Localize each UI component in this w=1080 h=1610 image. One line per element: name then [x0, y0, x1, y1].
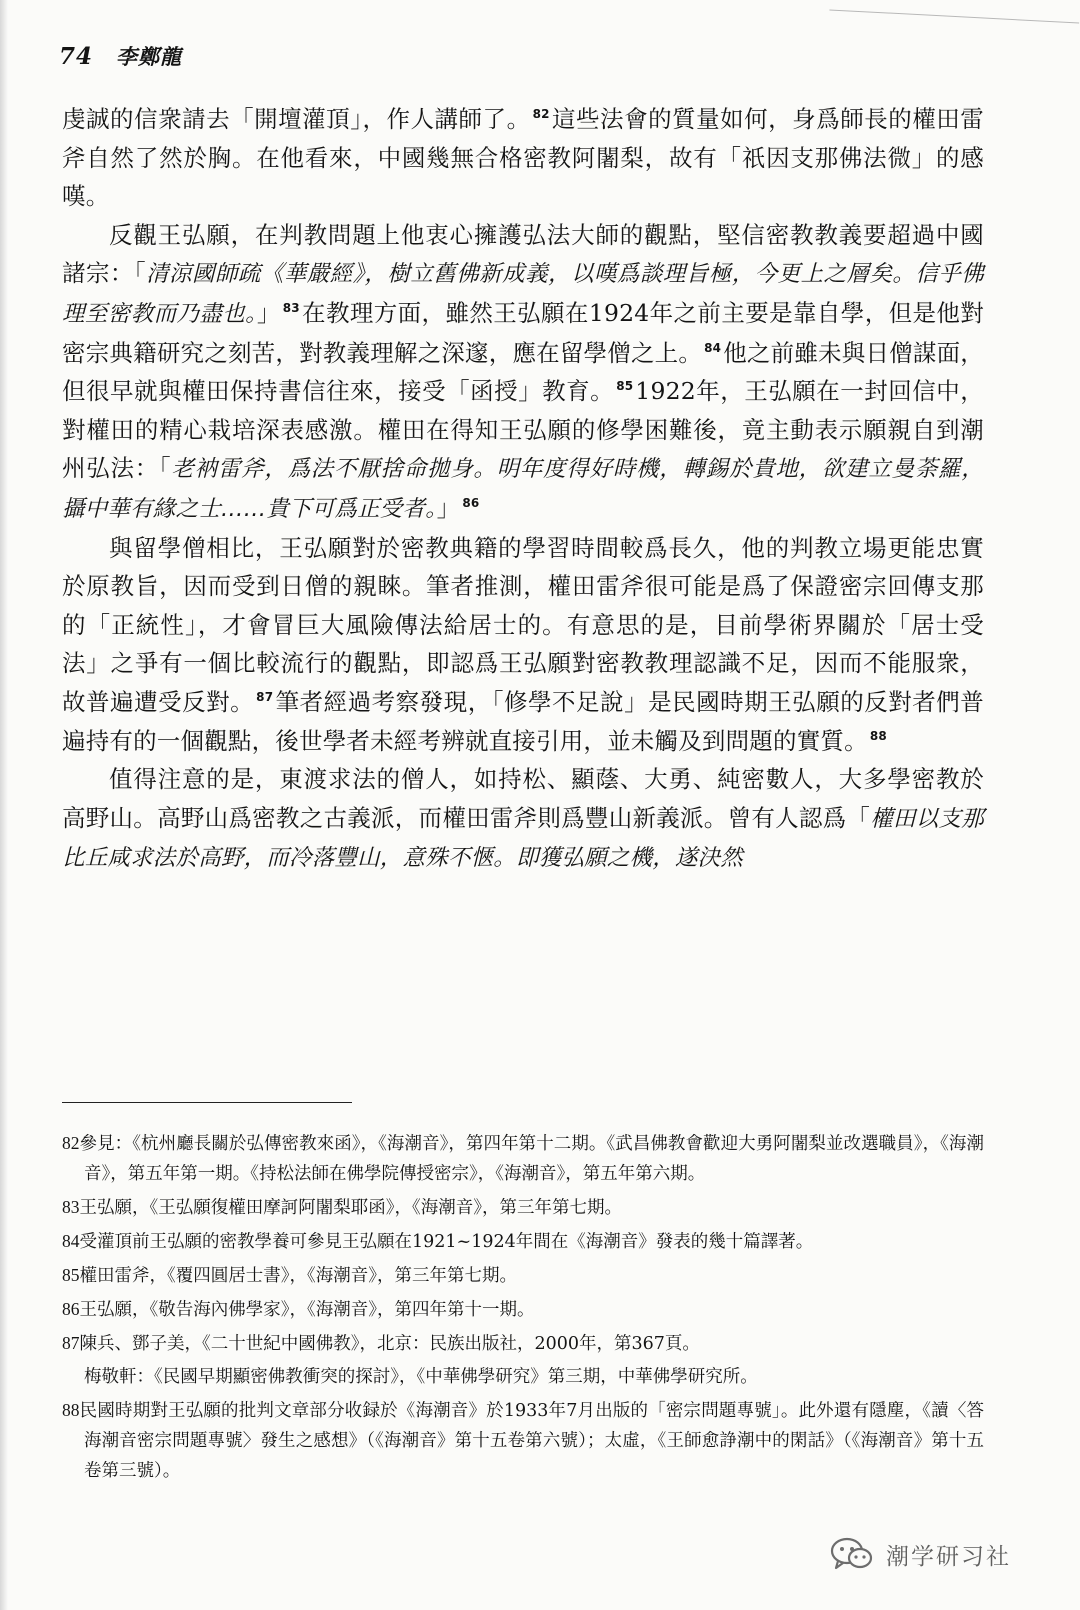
footnote-ref[interactable]: 82: [532, 107, 550, 122]
footnote-ref[interactable]: 85: [616, 379, 634, 394]
paragraph: [62, 760, 984, 878]
footnote-text: 受灌頂前王弘願的密教學養可參見王弘願在1921~1924年間在《海潮音》發表的幾十篇譯著。: [79, 1232, 814, 1252]
quotation: 老衲雷斧，爲法不厭捨命拋身。明年度得好時機，轉錫於貴地，欲建立曼荼羅，攝中華有緣之士……貴下可爲正受者。: [62, 456, 984, 522]
scan-corner-fold: [829, 0, 1080, 24]
quotation: 清涼國師疏《華嚴經》，樹立舊佛新成義，以嘆爲談理旨極，今更上之層矣。信乎佛理至密教而乃盡也。: [62, 261, 984, 327]
text-run: 與留學僧相比，王弘願對於密教典籍的學習時間較爲長久，他的判教立場更能忠實於原教旨，因而受到日僧的親睞。筆者推測，權田雷斧很可能是爲了保證密宗回傳支那的「正統性」，才會冒巨大風險傳法給居士的。有意思的是，目前學術界關於「居士受法」之爭有一個比較流行的觀點，即認爲王弘願對密教教理認識不足，因而不能服衆，故普遍遭受反對。: [62, 533, 984, 716]
footnote-number: 85: [62, 1265, 80, 1285]
footnote-ref[interactable]: 86: [462, 496, 480, 511]
quotation: 權田以支那比丘咸求法於高野，而冷落豐山，意殊不愜。即獲弘願之機，遂決然: [62, 805, 984, 872]
watermark: [830, 1534, 1011, 1574]
footnote-number: 84: [62, 1231, 80, 1251]
header-author: 李鄭龍: [116, 45, 183, 69]
footnote-ref[interactable]: 84: [704, 340, 722, 355]
footnote-number: 83: [62, 1197, 80, 1217]
text-run: 1922年，王弘願在一封回信中，對權田的精心栽培深表感激。權田在得知王弘願的修學困難後，竟主動表示願親自到潮州弘法：「: [62, 377, 984, 483]
wechat-logo-icon: [830, 1536, 874, 1572]
paragraph: [62, 529, 984, 761]
paragraph: [62, 216, 984, 529]
watermark-text: 潮学研习社: [886, 1543, 1011, 1570]
running-header: [59, 41, 182, 71]
scan-edge-shadow: [0, 0, 8, 1610]
paragraph: [62, 100, 984, 216]
footnotes: [62, 1128, 984, 1489]
footnote-number: 86: [62, 1299, 80, 1319]
footnote-text: 陳兵、鄧子美，《二十世紀中國佛教》，北京：民族出版社，2000年，第367頁。: [79, 1334, 700, 1354]
text-run: 他之前雖未與日僧謀面，但很早就與權田保持書信往來，接受「函授」教育。: [62, 338, 984, 406]
footnote-ref[interactable]: 87: [256, 690, 274, 705]
text-run: 筆者經過考察發現，「修學不足說」是民國時期王弘願的反對者們普遍持有的一個觀點，後世學者未經考辨就直接引用，並未觸及到問題的實質。: [62, 687, 984, 755]
footnote-text: 王弘願，《王弘願復權田摩訶阿闍梨耶函》，《海潮音》，第三年第七期。: [79, 1198, 622, 1218]
footnote-continuation: 梅敬軒：《民國早期顯密佛教衝突的探討》，《中華佛學研究》第三期，中華佛學研究所。: [84, 1367, 758, 1387]
footnote: [62, 1192, 984, 1223]
footnote-text: 王弘願，《敬告海內佛學家》，《海潮音》，第四年第十一期。: [79, 1300, 535, 1320]
text-run: 虔誠的信衆請去「開壇灌頂」，作人講師了。: [62, 105, 531, 133]
footnote-ref[interactable]: 83: [282, 301, 300, 316]
footnote-text: 參見：《杭州廳長關於弘傳密教來函》，《海潮音》，第四年第十二期。《武昌佛教會歡迎大勇阿闍梨並改選職員》，《海潮音》，第五年第一期。《持松法師在佛學院傳授密宗》，《海潮音》，第五年第六期。: [79, 1134, 984, 1184]
footnote: [62, 1395, 984, 1486]
footnote-divider: [62, 1102, 352, 1103]
footnote: [62, 1226, 984, 1257]
footnote-text: 權田雷斧，《覆四圓居士書》，《海潮音》，第三年第七期。: [79, 1266, 517, 1286]
main-text: [62, 100, 984, 878]
footnote: [62, 1328, 984, 1359]
page-number: 74: [59, 43, 94, 70]
footnote: [62, 1128, 984, 1189]
footnote-number: 88: [62, 1400, 80, 1420]
text-run: 」: [256, 298, 281, 327]
footnote-number: 82: [62, 1133, 80, 1153]
footnote-number: 87: [62, 1333, 80, 1353]
footnote-ref[interactable]: 88: [869, 728, 887, 743]
text-run: 在教理方面，雖然王弘願在1924年之前主要是靠自學，但是他對密宗典籍研究之刻苦，對教義理解之深邃，應在留學僧之上。: [62, 298, 985, 367]
text-run: 值得注意的是，東渡求法的僧人，如持松、顯蔭、大勇、純密數人，大多學密教於高野山。高野山爲密教之古義派，而權田雷斧則爲豐山新義派。曾有人認爲「: [62, 765, 984, 832]
text-run: 這些法會的質量如何，身爲師長的權田雷斧自然了然於胸。在他看來，中國幾無合格密教阿闍梨，故有「祇因支那佛法微」的感嘆。: [62, 105, 985, 211]
footnote: [62, 1294, 984, 1325]
footnote-text: 民國時期對王弘願的批判文章部分收録於《海潮音》於1933年7月出版的「密宗問題專號」。此外還有隱塵，《讀〈答海潮音密宗問題專號〉發生之感想》（《海潮音》第十五卷第六號）；太虛，《王師愈諍潮中的閑話》（《海潮音》第十五卷第三號）。: [79, 1401, 984, 1481]
text-run: 反觀王弘願，在判教問題上他衷心擁護弘法大師的觀點，堅信密教教義要超過中國諸宗：「: [62, 220, 984, 288]
text-run: 」: [436, 493, 461, 522]
footnote: [62, 1260, 984, 1291]
